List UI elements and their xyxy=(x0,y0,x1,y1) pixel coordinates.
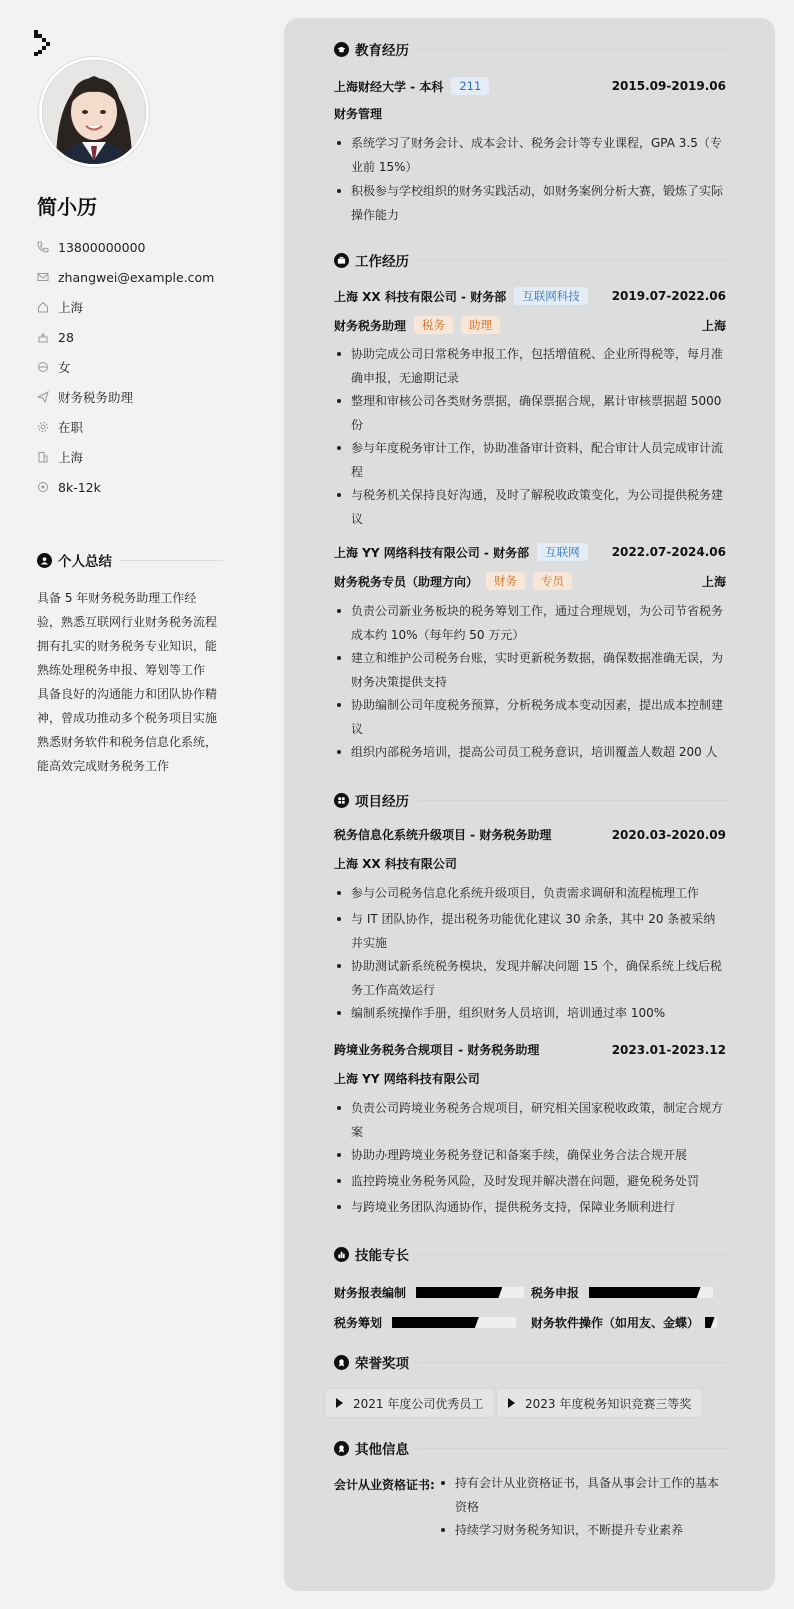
cake-icon xyxy=(37,331,49,343)
skill-item xyxy=(531,1284,713,1301)
skill-bar xyxy=(589,1287,713,1298)
list-item: 监控跨境业务税务风险，及时发现并解决潜在问题，避免税务处罚 xyxy=(334,1169,726,1193)
project-2-company-row xyxy=(334,1070,726,1087)
job-tag: 助理 xyxy=(461,316,500,334)
avatar xyxy=(39,57,149,167)
list-item: 负责公司跨境业务税务合规项目，研究相关国家税收政策，制定合规方案 xyxy=(334,1096,726,1144)
list-item: 协助测试新系统税务模块，发现并解决问题 15 个，确保系统上线后税务工作高效运行 xyxy=(334,954,726,1002)
skills-header xyxy=(334,1244,726,1264)
graduation-cap-icon xyxy=(334,42,349,57)
skill-bar xyxy=(416,1287,524,1298)
list-item: 协助编制公司年度税务预算，分析税务成本变动因素，提出成本控制建议 xyxy=(334,693,726,741)
project-name: 税务信息化系统升级项目 - 财务税务助理 xyxy=(334,828,552,842)
job-city: 上海 xyxy=(701,574,726,589)
divider xyxy=(419,1254,726,1255)
work-title: 工作经历 xyxy=(355,254,409,270)
award-text: 2021 年度公司优秀员工 xyxy=(353,1396,484,1411)
project-1-company-row xyxy=(334,855,726,872)
job-industry-tag: 互联网 xyxy=(537,543,588,561)
education-title: 教育经历 xyxy=(355,43,409,59)
info-position xyxy=(37,382,237,412)
info-status xyxy=(37,412,237,442)
city-text: 上海 xyxy=(58,450,84,465)
skills-title: 技能专长 xyxy=(355,1248,409,1264)
project-period: 2020.03-2020.09 xyxy=(611,827,726,842)
job-1-role-row xyxy=(334,316,726,334)
info-city xyxy=(37,442,237,472)
list-item: 负责公司新业务板块的税务筹划工作，通过合理规划，为公司节省税务成本约 10%（每年约 50 万元） xyxy=(334,599,726,647)
project-name: 跨境业务税务合规项目 - 财务税务助理 xyxy=(334,1043,540,1057)
skill-name: 财务报表编制 xyxy=(334,1286,407,1300)
job-city: 上海 xyxy=(701,318,726,333)
list-item: 与跨境业务团队沟通协作，提供税务支持，保障业务顺利进行 xyxy=(334,1195,726,1219)
summary-text: 具备 5 年财务税务助理工作经验，熟悉互联网行业财务税务流程 拥有扎实的财务税务专业知识，能熟练处理税务申报、筹划等工作 具备良好的沟通能力和团队协作精神，曾成功推动多个税务项目实施 熟悉财务软件和税务信息化系统，能高效完成财务税务工作 xyxy=(37,591,218,773)
list-item: 协助办理跨境业务税务登记和备案手续，确保业务合法合规开展 xyxy=(334,1143,726,1167)
job-period: 2019.07-2022.06 xyxy=(611,289,726,303)
salary-text: 8k-12k xyxy=(58,479,101,495)
divider xyxy=(419,260,726,261)
phone-icon xyxy=(37,241,49,253)
list-item: 与 IT 团队协作，提出税务功能优化建议 30 余条，其中 20 条被采纳并实施 xyxy=(334,907,726,955)
grid-icon xyxy=(334,793,349,808)
divider xyxy=(419,1362,726,1363)
skill-bar-fill xyxy=(705,1317,715,1328)
job-tag: 税务 xyxy=(414,316,453,334)
other-header xyxy=(334,1438,726,1458)
job-1-row xyxy=(334,287,726,305)
list-item: 建立和维护公司税务台账，实时更新税务数据，确保数据准确无误，为财务决策提供支持 xyxy=(334,646,726,694)
job-industry-tag: 互联网科技 xyxy=(514,287,588,305)
major: 财务管理 xyxy=(334,107,383,121)
money-icon xyxy=(37,481,49,493)
gender-text: 女 xyxy=(58,360,71,375)
award-icon xyxy=(334,1441,349,1456)
project-company: 上海 YY 网络科技有限公司 xyxy=(334,1072,480,1086)
gear-icon xyxy=(37,421,49,433)
info-email xyxy=(37,262,237,292)
school-tag: 211 xyxy=(451,77,489,95)
candidate-name: 简小历 xyxy=(37,195,97,219)
other-title: 其他信息 xyxy=(355,1442,409,1458)
info-salary xyxy=(37,472,237,502)
summary-title: 个人总结 xyxy=(58,554,112,570)
honors-header xyxy=(334,1352,726,1372)
job-company: 上海 YY 网络科技有限公司 - 财务部 xyxy=(334,545,530,560)
skill-name: 税务筹划 xyxy=(334,1316,383,1330)
list-item: 参与年度税务审计工作，协助准备审计资料，配合审计人员完成审计流程 xyxy=(334,436,726,484)
skill-bar xyxy=(392,1317,516,1328)
list-item: 积极参与学校组织的财务实践活动，如财务案例分析大赛，锻炼了实际操作能力 xyxy=(334,179,726,227)
play-icon xyxy=(508,1398,515,1408)
list-item: 组织内部税务培训，提高公司员工税务意识，培训覆盖人数超 200 人 xyxy=(334,740,726,764)
skill-name: 税务申报 xyxy=(531,1286,580,1300)
bar-chart-icon xyxy=(334,1247,349,1262)
list-item: 与税务机关保持良好沟通，及时了解税收政策变化，为公司提供税务建议 xyxy=(334,483,726,531)
job-company: 上海 XX 科技有限公司 - 财务部 xyxy=(334,289,507,304)
position-text: 财务税务助理 xyxy=(58,390,134,405)
honors-title: 荣誉奖项 xyxy=(355,1356,409,1372)
award-item xyxy=(324,1388,495,1418)
award-text: 2023 年度税务知识竞赛三等奖 xyxy=(525,1396,692,1411)
job-tag: 财务 xyxy=(486,572,525,590)
list-item: 整理和审核公司各类财务票据，确保票据合规，累计审核票据超 5000 份 xyxy=(334,389,726,437)
mail-icon xyxy=(37,271,49,283)
info-gender xyxy=(37,352,237,382)
job-period: 2022.07-2024.06 xyxy=(611,545,726,559)
major-row xyxy=(334,105,726,122)
list-item: 协助完成公司日常税务申报工作，包括增值税、企业所得税等，每月准确申报，无逾期记录 xyxy=(334,342,726,390)
skill-item xyxy=(334,1284,524,1301)
work-header xyxy=(334,250,726,270)
skill-bar-fill xyxy=(392,1317,479,1328)
award-item xyxy=(496,1388,703,1418)
job-role: 财务税务专员（助理方向） xyxy=(334,574,479,589)
home-icon xyxy=(37,301,49,313)
summary-header xyxy=(37,550,223,570)
briefcase-icon xyxy=(334,253,349,268)
divider xyxy=(419,800,726,801)
job-role: 财务税务助理 xyxy=(334,318,407,333)
skill-name: 财务软件操作（如用友、金蝶） xyxy=(531,1316,700,1330)
send-icon xyxy=(37,391,49,403)
list-item: 持续学习财务税务知识，不断提升专业素养 xyxy=(438,1518,726,1542)
job-2-row xyxy=(334,543,726,561)
school-name: 上海财经大学 - 本科 xyxy=(334,79,444,94)
divider xyxy=(419,49,726,50)
education-header xyxy=(334,39,726,59)
projects-header xyxy=(334,790,726,810)
project-period: 2023.01-2023.12 xyxy=(611,1042,726,1057)
skill-bar xyxy=(705,1317,717,1328)
list-item: 持有会计从业资格证书，具备从事会计工作的基本资格 xyxy=(438,1471,726,1519)
gender-icon xyxy=(37,361,49,373)
divider xyxy=(419,1448,726,1449)
list-item: 参与公司税务信息化系统升级项目，负责需求调研和流程梳理工作 xyxy=(334,881,726,905)
list-item: 系统学习了财务会计、成本会计、税务会计等专业课程，GPA 3.5（专业前 15%） xyxy=(334,131,726,179)
play-icon xyxy=(336,1398,343,1408)
project-1-row xyxy=(334,826,726,843)
list-item: 编制系统操作手册，组织财务人员培训，培训通过率 100% xyxy=(334,1001,726,1025)
skill-item xyxy=(531,1314,717,1331)
phone-text: 13800000000 xyxy=(58,239,146,255)
projects-title: 项目经历 xyxy=(355,794,409,810)
info-phone xyxy=(37,232,237,262)
skill-bar-fill xyxy=(589,1287,701,1298)
info-location xyxy=(37,292,237,322)
education-period: 2015.09-2019.06 xyxy=(611,79,726,93)
info-age xyxy=(37,322,237,352)
skill-item xyxy=(334,1314,516,1331)
contact-info xyxy=(37,232,237,502)
building-icon xyxy=(37,451,49,463)
age-text: 28 xyxy=(58,329,74,345)
user-icon xyxy=(37,553,52,568)
job-2-role-row xyxy=(334,572,726,590)
divider xyxy=(120,560,223,561)
project-company: 上海 XX 科技有限公司 xyxy=(334,857,457,871)
logo-icon xyxy=(34,30,52,56)
award-icon xyxy=(334,1355,349,1370)
project-2-row xyxy=(334,1041,726,1058)
skill-bar-fill xyxy=(416,1287,502,1298)
email-text: zhangwei@example.com xyxy=(58,269,215,285)
status-text: 在职 xyxy=(58,420,84,435)
location-text: 上海 xyxy=(58,300,84,315)
education-row xyxy=(334,77,726,95)
other-label: 会计从业资格证书: xyxy=(334,1478,435,1492)
job-tag: 专员 xyxy=(533,572,572,590)
